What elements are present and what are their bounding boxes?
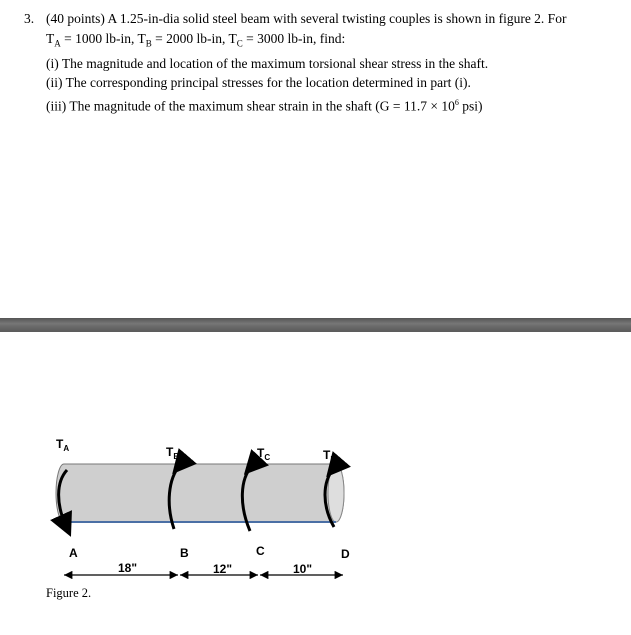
given-torques: $T_A = 1000$ lb-in, $T_B = 2000$ lb-in, $T_C = 3000$ lb-in, find:	[46, 30, 346, 49]
point-label-b: B	[180, 546, 189, 560]
shaft	[56, 464, 344, 522]
figure-caption: Figure 2.	[46, 586, 92, 600]
shaft-figure	[0, 332, 631, 582]
part-iii: (iii) The magnitude of the maximum shear strain in the shaft ($G = 11.7 \times 10^6$ psi)	[46, 97, 483, 114]
point-label-d: D	[341, 547, 350, 561]
part-i: (i) The magnitude and location of the maximum torsional shear stress in the shaft.	[46, 55, 489, 71]
torque-label-a: $T_A$	[56, 437, 70, 453]
problem-intro: (40 points) A 1.25-in-dia solid steel beam with several twisting couples is shown in figure 2. For	[46, 11, 567, 26]
torque-label-c: $T_C$	[257, 446, 271, 462]
part-ii: (ii) The corresponding principal stresses for the location determined in part (i).	[46, 75, 471, 91]
dimension-bc: 12"	[213, 562, 233, 576]
problem-number: 3.	[24, 11, 35, 26]
dimension-cd: 10"	[293, 562, 313, 576]
torque-label-d: $T_D$	[323, 448, 337, 464]
torque-label-b: $T_B$	[166, 445, 180, 461]
point-label-c: C	[256, 544, 265, 558]
section-divider	[0, 318, 631, 332]
dimension-ab: 18"	[118, 561, 138, 575]
problem-body	[46, 9, 631, 116]
point-label-a: A	[69, 546, 78, 560]
